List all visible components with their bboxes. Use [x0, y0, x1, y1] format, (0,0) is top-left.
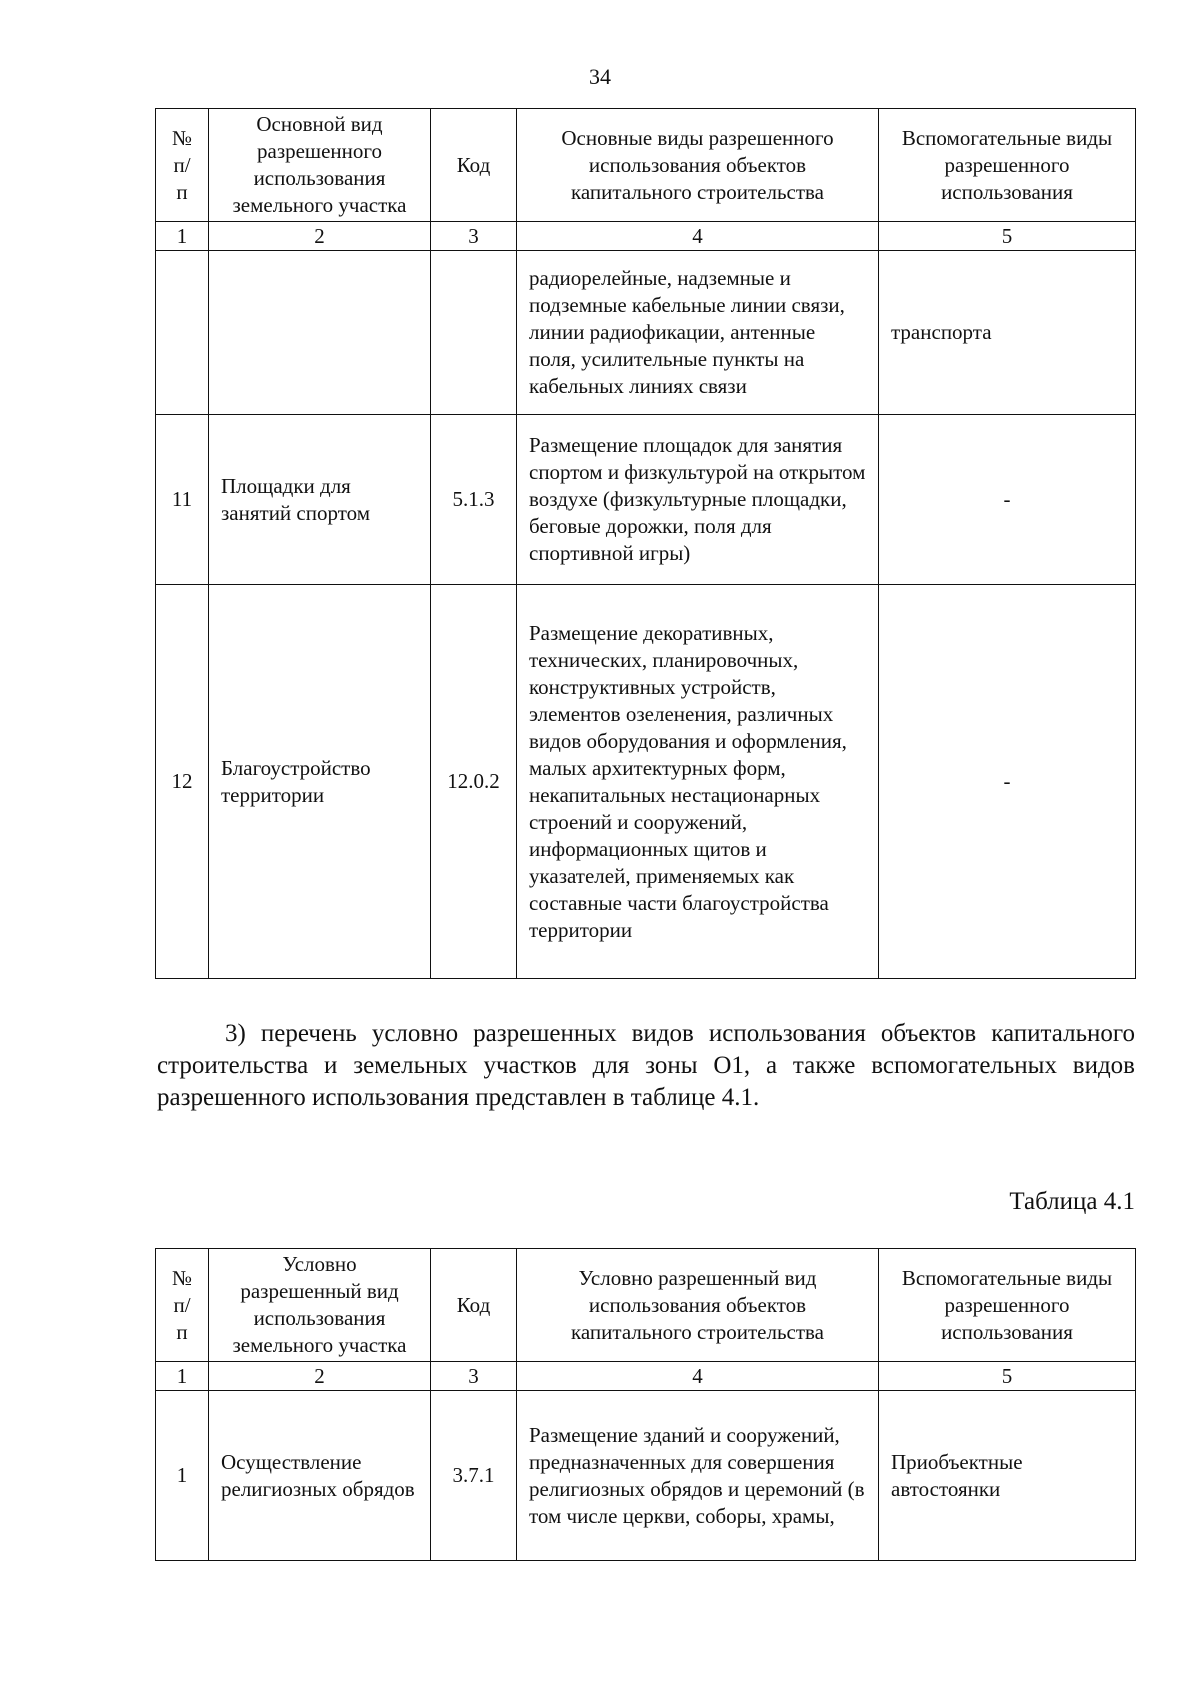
table-row [156, 251, 1136, 415]
row-code: 12.0.2 [431, 585, 517, 979]
row-number [156, 251, 209, 415]
row-description: радиорелейные, надземные и подземные кабельные линии связи, линии радиофикации, антенные поля, усилительные пункты на кабельных линиях связи [517, 251, 879, 415]
header-land-use-type: Основной вид разрешенного использования земельного участка [209, 109, 431, 222]
column-number: 2 [209, 1362, 431, 1391]
row-number: 12 [156, 585, 209, 979]
header-conditional-uses: Условно разрешенный вид использования объектов капитального строительства [517, 1249, 879, 1362]
row-code [431, 251, 517, 415]
page-number: 34 [589, 64, 611, 89]
table-header-row [156, 109, 1136, 222]
row-description: Размещение зданий и сооружений, предназначенных для совершения религиозных обрядов и церемоний (в том числе церкви, соборы, храмы, [517, 1391, 879, 1561]
row-code: 3.7.1 [431, 1391, 517, 1561]
header-number: № п/п [156, 1249, 209, 1362]
column-number-row [156, 1362, 1136, 1391]
header-land-use-type: Условно разрешенный вид использования земельного участка [209, 1249, 431, 1362]
row-code: 5.1.3 [431, 415, 517, 585]
row-land-use-type: Благоустройство территории [209, 585, 431, 979]
header-code: Код [431, 109, 517, 222]
header-auxiliary-uses: Вспомогательные виды разрешенного использования [879, 109, 1136, 222]
row-land-use-type: Осуществление религиозных обрядов [209, 1391, 431, 1561]
row-auxiliary: - [879, 415, 1136, 585]
row-number: 11 [156, 415, 209, 585]
land-use-table [155, 108, 1136, 979]
column-number: 4 [517, 1362, 879, 1391]
row-number: 1 [156, 1391, 209, 1561]
column-number: 1 [156, 1362, 209, 1391]
header-number: № п/п [156, 109, 209, 222]
conditional-use-table [155, 1248, 1136, 1561]
column-number: 3 [431, 1362, 517, 1391]
table-row [156, 415, 1136, 585]
row-auxiliary: Приобъектные автостоянки [879, 1391, 1136, 1561]
row-auxiliary: транспорта [879, 251, 1136, 415]
row-description: Размещение площадок для занятия спортом и физкультурой на открытом воздухе (физкультурные площадки, беговые дорожки, поля для спортивной игры) [517, 415, 879, 585]
row-description: Размещение декоративных, технических, планировочных, конструктивных устройств, элементов озеленения, различных видов оборудования и оформления, малых архитектурных форм, некапитальных нестационарных строений и сооружений, информационных щитов и указателей, применяемых как составные части благоустройства территории [517, 585, 879, 979]
column-number: 4 [517, 222, 879, 251]
header-code: Код [431, 1249, 517, 1362]
table-row [156, 585, 1136, 979]
column-number: 1 [156, 222, 209, 251]
column-number: 5 [879, 1362, 1136, 1391]
table-row [156, 1391, 1136, 1561]
row-land-use-type: Площадки для занятий спортом [209, 415, 431, 585]
row-land-use-type [209, 251, 431, 415]
table-header-row [156, 1249, 1136, 1362]
header-main-uses: Основные виды разрешенного использования объектов капитального строительства [517, 109, 879, 222]
column-number: 3 [431, 222, 517, 251]
column-number-row [156, 222, 1136, 251]
column-number: 5 [879, 222, 1136, 251]
body-paragraph: 3) перечень условно разрешенных видов использования объектов капитального строительства и земельных участков для зоны О1, а также вспомогательных видов разрешенного использования представлен в таблице 4.1. [157, 1020, 1135, 1111]
row-auxiliary: - [879, 585, 1136, 979]
column-number: 2 [209, 222, 431, 251]
header-auxiliary-uses: Вспомогательные виды разрешенного использования [879, 1249, 1136, 1362]
table-caption: Таблица 4.1 [1009, 1188, 1135, 1215]
